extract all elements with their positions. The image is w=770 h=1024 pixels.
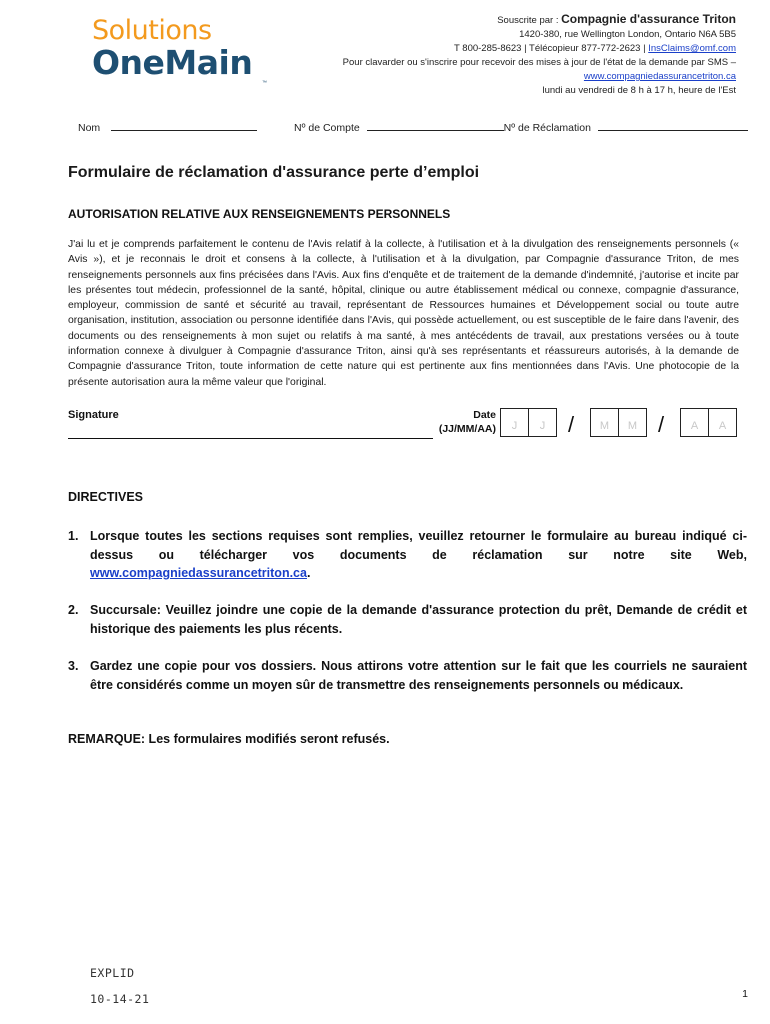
directive-number: 1.	[68, 529, 79, 543]
logo-line-solutions: Solutions	[92, 15, 212, 46]
identification-fields	[78, 120, 754, 134]
authorization-text: J'ai lu et je comprends parfaitement le contenu de l'Avis relatif à la collecte, à l'utilisation et à la divulgation des renseignements personnels (« Avis »), et je reconnais le droit et consens à la collecte, à l'utilisation et à la divulgation, par Compagnie d'assurance Triton, de mes renseignements personnels aux fins précisées dans l'Avis. Aux fins d'enquête et de traitement de la demande d'indemnité, j'autorise et incite par les présentes tout médecin, professionnel de la santé, hôpital, clinique ou autre établissement médical ou connexe, compagnie d'assurance, employeur, commission de santé et sécurité au travail, représentant de Ressources humaines et Développement social ou toute autre organisation, institution, association ou personne identifiée dans l'Avis, qui possède actuellement, ou est susceptible de le faire dans l'avenir, des documents ou des renseignements à mon sujet ou relatifs à ma santé, à mes antécédents de travail, aux prestations versées ou à toute information connexe à divulguer à Compagnie d'assurance Triton, ainsi qu'à ses représentants et réassureurs autorisés, à la demande de Compagnie d'assurance Triton, toute information de cette nature qui est pertinente aux fins mentionnées dans l'Avis. Une photocopie de la présente autorisation aura la même valeur que l'original.	[68, 239, 739, 388]
directive-number: 3.	[68, 659, 79, 673]
underwritten-prefix: Souscrite par :	[497, 15, 562, 26]
date-year-2[interactable]: A	[708, 408, 737, 437]
insurer-name: Compagnie d'assurance Triton	[561, 12, 736, 26]
phone-fax: T 800-285-8623 | Télécopieur 877-772-2623 |	[454, 43, 649, 54]
directive-text	[90, 527, 747, 583]
form-revision-date: 10-14-21	[90, 992, 150, 1006]
date-separator: /	[568, 412, 575, 437]
trademark-mark: ™	[262, 80, 267, 86]
company-logo	[92, 15, 272, 86]
directive-item	[68, 527, 747, 583]
date-label: Date	[473, 409, 496, 421]
directive-text-end: .	[306, 566, 311, 580]
date-month-group	[590, 408, 646, 437]
directive-item	[68, 601, 747, 638]
directive-text-body: Lorsque toutes les sections requises sont remplies, veuillez retourner le formulaire au bureau indiqué ci-dessus ou télécharger vos documents de réclamation sur notre site Web,	[90, 529, 747, 562]
date-year-group	[680, 408, 736, 437]
form-code: EXPLID	[90, 966, 135, 980]
date-label-block	[430, 408, 496, 436]
date-day-group	[500, 408, 556, 437]
website-link[interactable]: www.compagniedassurancetriton.ca	[583, 71, 736, 82]
account-label: Nº de Compte	[294, 122, 360, 134]
name-label: Nom	[78, 122, 101, 134]
date-format: (JJ/MM/AA)	[438, 423, 496, 435]
directive-item	[68, 657, 747, 694]
page-number: 1	[742, 988, 748, 1000]
insurer-contact-block	[343, 12, 736, 98]
underwriter-line	[343, 12, 736, 28]
insurer-address: 1420-380, rue Wellington London, Ontario N6A 5B5	[519, 29, 736, 40]
signature-label: Signature	[68, 409, 119, 421]
authorization-heading: AUTORISATION RELATIVE AUX RENSEIGNEMENTS PERSONNELS	[68, 207, 451, 221]
email-link[interactable]: InsClaims@omf.com	[648, 43, 736, 54]
date-day-2[interactable]: J	[528, 408, 557, 437]
sms-line: Pour clavarder ou s'inscrire pour recevoir des mises à jour de l'état de la demande par SMS –	[342, 57, 736, 68]
website-upload-link[interactable]: www.compagniedassurancetriton.ca	[90, 566, 307, 580]
remark-note: REMARQUE: Les formulaires modifiés seront refusés.	[68, 732, 390, 746]
directives-heading: DIRECTIVES	[68, 490, 144, 504]
name-field[interactable]	[111, 120, 257, 131]
signature-field[interactable]	[68, 438, 433, 439]
form-title: Formulaire de réclamation d'assurance perte d’emploi	[68, 164, 480, 181]
date-month-2[interactable]: M	[618, 408, 647, 437]
date-day-1[interactable]: J	[500, 408, 529, 437]
office-hours: lundi au vendredi de 8 h à 17 h, heure de l'Est	[542, 85, 736, 96]
directive-text: Gardez une copie pour vos dossiers. Nous attirons votre attention sur le fait que les courriels ne sauraient être considérés comme un moyen sûr de transmettre des renseignements personnels ou médicaux.	[90, 659, 747, 692]
logo-line-onemain: OneMain	[92, 43, 253, 82]
account-field[interactable]	[367, 120, 504, 131]
directive-text: Succursale: Veuillez joindre une copie de la demande d'assurance protection du prêt, Demande de crédit et historique des paiements les plus récents.	[90, 603, 747, 636]
date-year-1[interactable]: A	[680, 408, 709, 437]
contact-line	[343, 42, 736, 56]
date-separator: /	[658, 412, 665, 437]
directive-number: 2.	[68, 603, 79, 617]
claim-label: Nº de Réclamation	[503, 122, 591, 134]
claim-field[interactable]	[598, 120, 748, 131]
date-month-1[interactable]: M	[590, 408, 619, 437]
